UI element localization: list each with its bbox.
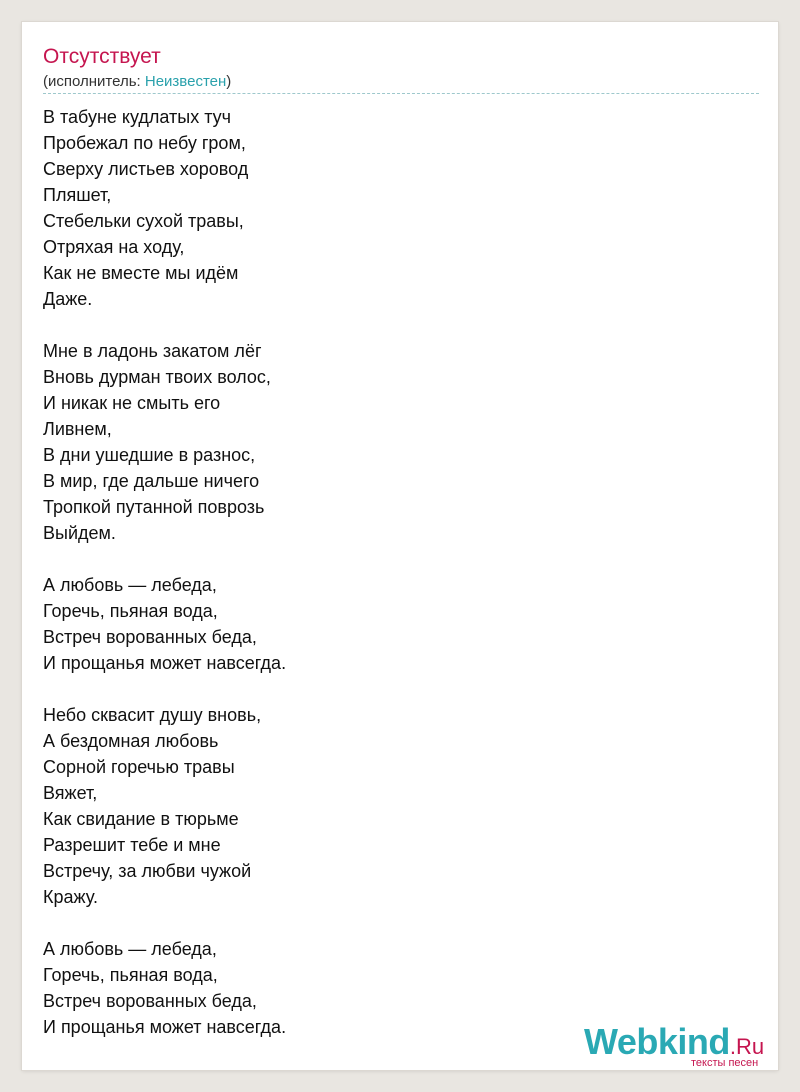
- lyric-line: Вновь дурман твоих волос,: [43, 367, 271, 387]
- lyric-line: И прощанья может навсегда.: [43, 653, 287, 673]
- lyrics-stanza: [43, 338, 743, 546]
- lyric-line: Встречу, за любви чужой: [43, 861, 252, 881]
- artist-link[interactable]: Неизвестен: [144, 73, 227, 90]
- lyric-line: В табуне кудлатых туч: [43, 107, 232, 127]
- lyrics-stanza: [43, 572, 743, 676]
- lyric-line: В дни ушедшие в разнос,: [43, 445, 256, 465]
- lyric-line: Горечь, пьяная вода,: [43, 601, 218, 621]
- lyric-line: И никак не смыть его: [43, 393, 221, 413]
- lyric-line: Как не вместе мы идём: [43, 263, 239, 283]
- lyric-line: Мне в ладонь закатом лёг: [43, 341, 262, 361]
- lyrics-body: [43, 104, 743, 1066]
- lyric-line: Горечь, пьяная вода,: [43, 965, 218, 985]
- lyric-line: В мир, где дальше ничего: [43, 471, 260, 491]
- lyrics-page: [22, 22, 778, 1070]
- artist-suffix: ): [226, 73, 232, 90]
- lyric-line: И прощанья может навсегда.: [43, 1017, 287, 1037]
- lyric-line: Сорной горечью травы: [43, 757, 235, 777]
- lyric-line: Встреч ворованных беда,: [43, 627, 257, 647]
- lyric-line: Даже.: [43, 289, 93, 309]
- lyrics-stanza: [43, 104, 743, 312]
- song-title: Отсутствует: [43, 45, 161, 68]
- lyric-line: Встреч ворованных беда,: [43, 991, 257, 1011]
- lyric-line: А любовь — лебеда,: [43, 575, 217, 595]
- lyrics-stanza: [43, 702, 743, 910]
- lyric-line: Отряхая на ходу,: [43, 237, 185, 257]
- artist-line: [43, 73, 231, 91]
- logo-name: Webkind: [584, 1021, 730, 1062]
- lyric-line: Пляшет,: [43, 185, 112, 205]
- dashed-divider: [43, 93, 759, 94]
- lyric-line: Ливнем,: [43, 419, 112, 439]
- logo-tld: .Ru: [729, 1034, 765, 1059]
- webkind-logo[interactable]: [584, 1022, 784, 1072]
- lyric-line: Небо скваcит душу вновь,: [43, 705, 262, 725]
- lyric-line: Сверху листьев хоровод: [43, 159, 249, 179]
- logo-tagline: тексты песен: [691, 1057, 759, 1069]
- lyric-line: Тропкой путанной поврозь: [43, 497, 265, 517]
- lyric-line: А бездомная любовь: [43, 731, 219, 751]
- lyric-line: А любовь — лебеда,: [43, 939, 217, 959]
- lyric-line: Вяжет,: [43, 783, 98, 803]
- lyric-line: Как свидание в тюрьме: [43, 809, 239, 829]
- lyric-line: Разрешит тебе и мне: [43, 835, 221, 855]
- lyric-line: Стебельки сухой травы,: [43, 211, 244, 231]
- lyric-line: Кражу.: [43, 887, 98, 907]
- lyric-line: Выйдем.: [43, 523, 116, 543]
- lyric-line: Пробежал по небу гром,: [43, 133, 246, 153]
- artist-prefix: (исполнитель:: [43, 73, 145, 90]
